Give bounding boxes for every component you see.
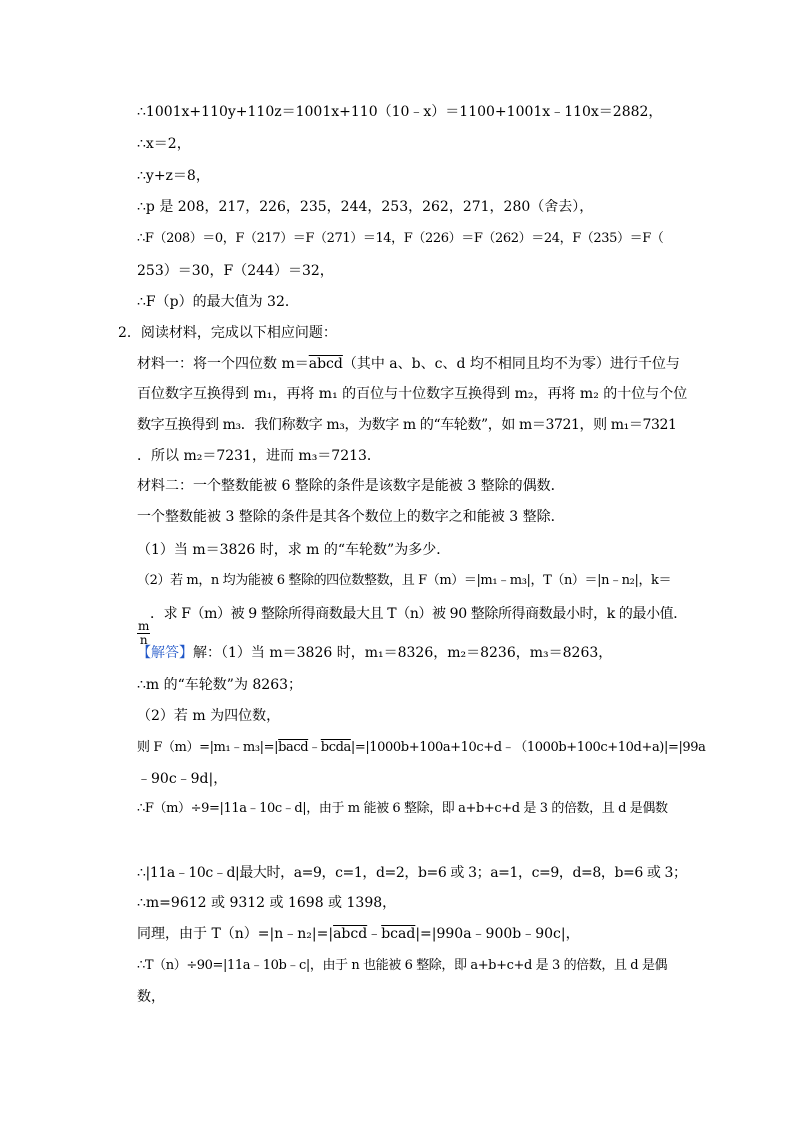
answer-line-4 — [137, 738, 706, 758]
answer-line-9-b: |=|990a﹣900b﹣90c|， — [415, 926, 580, 942]
solution-line-2: ∴x＝2， — [137, 136, 191, 152]
solution-line-3: ∴y+z＝8， — [137, 168, 210, 184]
answer-tag: 【解答】 — [137, 645, 193, 661]
question-2-line-1: （2）若 m，n 均为能被 6 整除的四位数整数，且 F（m）＝|m₁﹣m₃|，T（n）＝|n﹣n₂|，k＝ — [137, 573, 672, 588]
overline-number-abcd-2: abcd — [333, 926, 368, 942]
material-one-line-1 — [137, 354, 680, 374]
solution-line-4: ∴p 是 208，217，226，235，244，253，262，271，280（舍去）， — [137, 199, 594, 215]
material-one-line-3: 数字互换得到 m₃．我们称数字 m₃，为数字 m 的“车轮数”，如 m＝3721，则 m₁＝7321 — [137, 417, 677, 433]
fraction-numerator: m — [138, 619, 149, 633]
answer-line-4-minus: ﹣ — [308, 740, 321, 755]
answer-line-10: ∴T（n）÷90=|11a﹣10b﹣c|，由于 n 也能被 6 整除，即 a+b+c+d 是 3 的倍数，且 d 是偶 — [137, 958, 668, 973]
answer-line-1 — [137, 643, 612, 663]
question-2-text: ．求 F（m）被 9 整除所得商数最大且 T（n）被 90 整除所得商数最小时，k 的最小值． — [149, 606, 687, 622]
material-one-line-2: 百位数字互换得到 m₁，再将 m₁ 的百位与十位数字互换得到 m₂，再将 m₂ 的十位与个位 — [137, 386, 688, 402]
answer-line-3: （2）若 m 为四位数， — [137, 708, 281, 724]
answer-line-7: ∴|11a﹣10c﹣d|最大时，a=9，c=1，d=2，b=6 或 3；a=1，c=9，d=8，b=6 或 3； — [137, 865, 687, 881]
answer-line-2: ∴m 的“车轮数”为 8263； — [137, 677, 303, 693]
material-two-line-2: 一个整数能被 3 整除的条件是其各个数位上的数字之和能被 3 整除． — [137, 509, 565, 525]
answer-line-9-a: 同理，由于 T（n）=|n﹣n₂|=| — [137, 926, 334, 942]
answer-line-9-minus: ﹣ — [367, 926, 382, 942]
answer-text: 解：（1）当 m＝3826 时，m₁＝8326，m₂＝8236，m₃＝8263， — [193, 645, 613, 661]
question-1: （1）当 m＝3826 时，求 m 的“车轮数”为多少． — [137, 542, 451, 558]
answer-line-8: ∴m=9612 或 9312 或 1698 或 1398， — [137, 895, 397, 911]
answer-line-6: ∴F（m）÷9=|11a﹣10c﹣d|，由于 m 能被 6 整除，即 a+b+c+d 是 3 的倍数，且 d 是偶数 — [137, 801, 668, 816]
overline-number-abcd: abcd — [308, 356, 343, 372]
problem-2-heading: 2．阅读材料，完成以下相应问题： — [118, 325, 337, 341]
material-two-line-1: 材料二：一个整数能被 6 整除的条件是该数字是能被 3 整除的偶数． — [137, 478, 565, 494]
answer-line-4-b: |=|1000b+100a+10c+d﹣（1000b+100c+10d+a)|=|99a — [350, 740, 706, 755]
solution-line-7: ∴F（p）的最大值为 32． — [137, 294, 299, 310]
overline-number-bacd: bacd — [278, 740, 309, 755]
fraction-denominator: n — [139, 633, 148, 647]
answer-line-5: ﹣90c﹣9d|， — [137, 771, 228, 787]
answer-line-4-a: 则 F（m）=|m₁﹣m₃|=| — [137, 740, 279, 755]
material-one-line-4: ．所以 m₂＝7231，进而 m₃＝7213． — [137, 448, 381, 464]
material-one-text-a: 材料一：将一个四位数 m＝ — [137, 356, 309, 372]
answer-line-11: 数， — [137, 989, 165, 1005]
solution-line-6: 253）＝30，F（244）＝32， — [137, 263, 334, 279]
question-2-line-2 — [137, 604, 687, 647]
overline-number-bcda: bcda — [320, 740, 351, 755]
solution-line-1: ∴1001x+110y+110z＝1001x+110（10﹣x）＝1100+1001x﹣110x＝2882， — [137, 104, 663, 120]
solution-line-5: ∴F（208）＝0，F（217）＝F（271）＝14，F（226）＝F（262）＝24，F（235）＝F（ — [137, 231, 664, 246]
material-one-text-b: （其中 a、b、c、d 均不相同且均不为零）进行千位与 — [342, 356, 680, 372]
answer-line-9 — [137, 924, 580, 944]
overline-number-bcad: bcad — [381, 926, 416, 942]
